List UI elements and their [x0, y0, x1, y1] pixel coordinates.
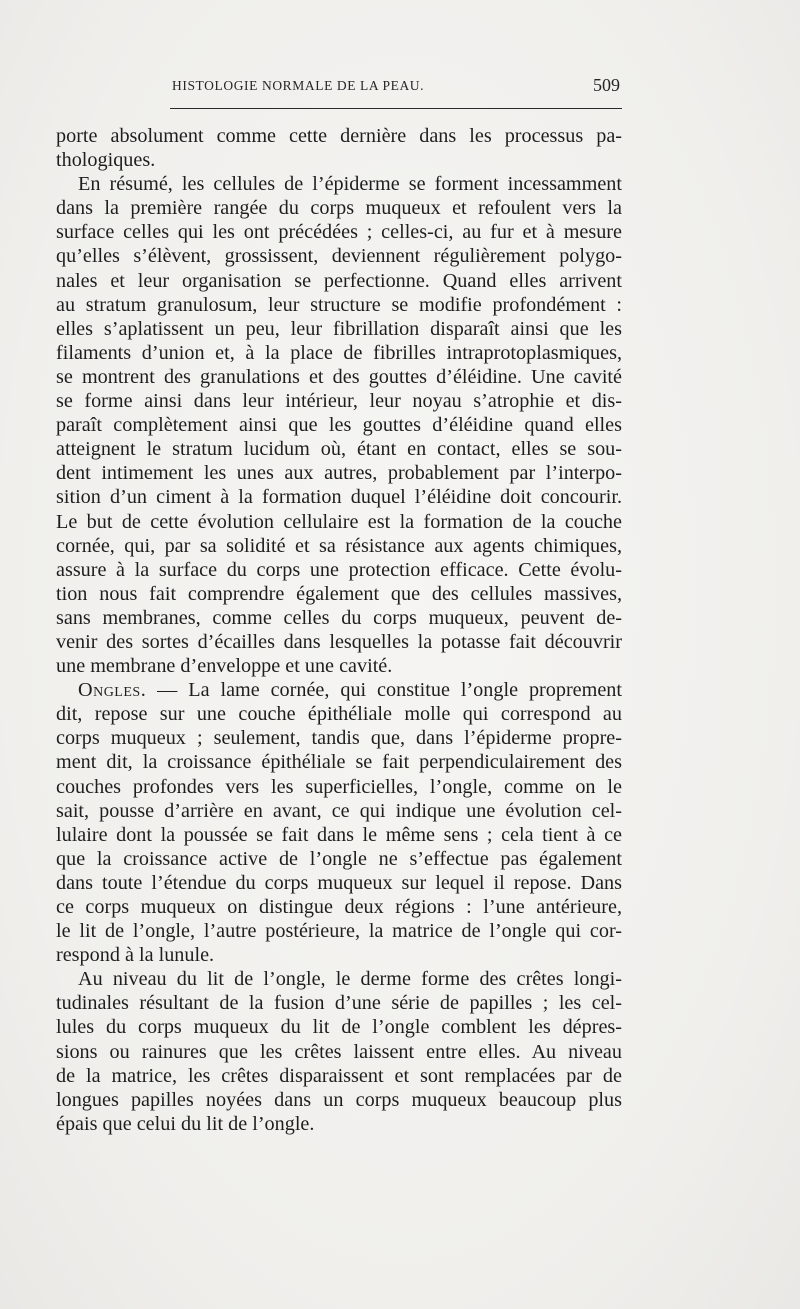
- text-line: sans membranes, comme celles du corps muqueux, peuvent de-: [56, 606, 622, 629]
- text-line: dent intimement les unes aux autres, probablement par l’interpo-: [56, 462, 622, 485]
- text-line: se montrent des granulations et des gouttes d’éléidine. Une cavité: [56, 365, 622, 388]
- text-line: de la matrice, les crêtes disparaissent et sont remplacées par de: [56, 1064, 622, 1087]
- text-line: une membrane d’enveloppe et une cavité.: [56, 655, 393, 678]
- text-line: atteignent le stratum lucidum où, étant en contact, elles se sou-: [56, 438, 622, 461]
- text-line: thologiques.: [56, 149, 156, 172]
- text-line: elles s’aplatissent un peu, leur fibrillation disparaît ainsi que les: [56, 317, 622, 340]
- text-line: que la croissance active de l’ongle ne s’effectue pas également: [56, 847, 622, 870]
- body-text: [56, 124, 622, 1136]
- text-line: paraît complètement ainsi que les gouttes d’éléidine quand elles: [56, 414, 622, 437]
- text-line: dit, repose sur une couche épithéliale molle qui correspond au: [56, 703, 622, 726]
- text-line: longues papilles noyées dans un corps muqueux beaucoup plus: [56, 1088, 622, 1111]
- paragraph-first-line: En résumé, les cellules de l’épiderme se forment incessamment: [78, 173, 622, 196]
- text-line: qu’elles s’élèvent, grossissent, deviennent régulièrement polygo-: [56, 245, 622, 268]
- text-line: surface celles qui les ont précédées ; celles-ci, au fur et à mesure: [56, 221, 622, 244]
- text-line: sait, pousse d’arrière en avant, ce qui indique une évolution cel-: [56, 799, 622, 822]
- text-line: dans la première rangée du corps muqueux et refoulent vers la: [56, 197, 622, 220]
- running-title: HISTOLOGIE NORMALE DE LA PEAU.: [172, 78, 425, 93]
- section-heading: Ongles.: [78, 679, 147, 702]
- text-line: venir des sortes d’écailles dans lesquelles la potasse fait découvrir: [56, 630, 622, 653]
- text-line: le lit de l’ongle, l’autre postérieure, la matrice de l’ongle qui cor-: [56, 920, 622, 943]
- text-line: au stratum granulosum, leur structure se modifie profondément :: [56, 293, 622, 316]
- page-number: 509: [593, 75, 620, 95]
- text-line: lules du corps muqueux du lit de l’ongle comblent les dépres-: [56, 1016, 622, 1039]
- text-line: couches profondes vers les superficielles, l’ongle, comme on le: [56, 775, 622, 798]
- text-line: se forme ainsi dans leur intérieur, leur noyau s’atrophie et dis-: [56, 390, 622, 413]
- paragraph-first-line: Ongles. — La lame cornée, qui constitue l’ongle proprement: [78, 679, 622, 702]
- text-line: sition d’un ciment à la formation duquel l’éléidine doit concourir.: [56, 486, 622, 509]
- text-line: épais que celui du lit de l’ongle.: [56, 1112, 315, 1135]
- text-line: nales et leur organisation se perfectionne. Quand elles arrivent: [56, 269, 622, 292]
- page-header: [172, 75, 620, 100]
- text-line: tion nous fait comprendre également que des cellules massives,: [56, 582, 622, 605]
- text-line: Le but de cette évolution cellulaire est la formation de la couche: [56, 510, 622, 533]
- text-line: ment dit, la croissance épithéliale se fait perpendiculairement des: [56, 751, 622, 774]
- text-line: porte absolument comme cette dernière dans les processus pa-: [56, 125, 622, 147]
- text-line: filaments d’union et, à la place de fibrilles intraprotoplasmiques,: [56, 341, 622, 364]
- text-line: sions ou rainures que les crêtes laissent entre elles. Au niveau: [56, 1040, 622, 1063]
- text-line: tudinales résultant de la fusion d’une série de papilles ; les cel-: [56, 992, 622, 1015]
- text-line: corps muqueux ; seulement, tandis que, dans l’épiderme propre-: [56, 727, 622, 750]
- text-line: dans toute l’étendue du corps muqueux sur lequel il repose. Dans: [56, 871, 622, 894]
- paragraph-first-line: Au niveau du lit de l’ongle, le derme forme des crêtes longi-: [78, 968, 622, 991]
- text-line: respond à la lunule.: [56, 944, 215, 967]
- header-rule: [170, 108, 622, 109]
- text-line: lulaire dont la poussée se fait dans le même sens ; cela tient à ce: [56, 823, 622, 846]
- text-line: ce corps muqueux on distingue deux régions : l’une antérieure,: [56, 896, 622, 918]
- text-line: assure à la surface du corps une protection efficace. Cette évolu-: [56, 558, 622, 581]
- text-line: cornée, qui, par sa solidité et sa résistance aux agents chimiques,: [56, 534, 622, 557]
